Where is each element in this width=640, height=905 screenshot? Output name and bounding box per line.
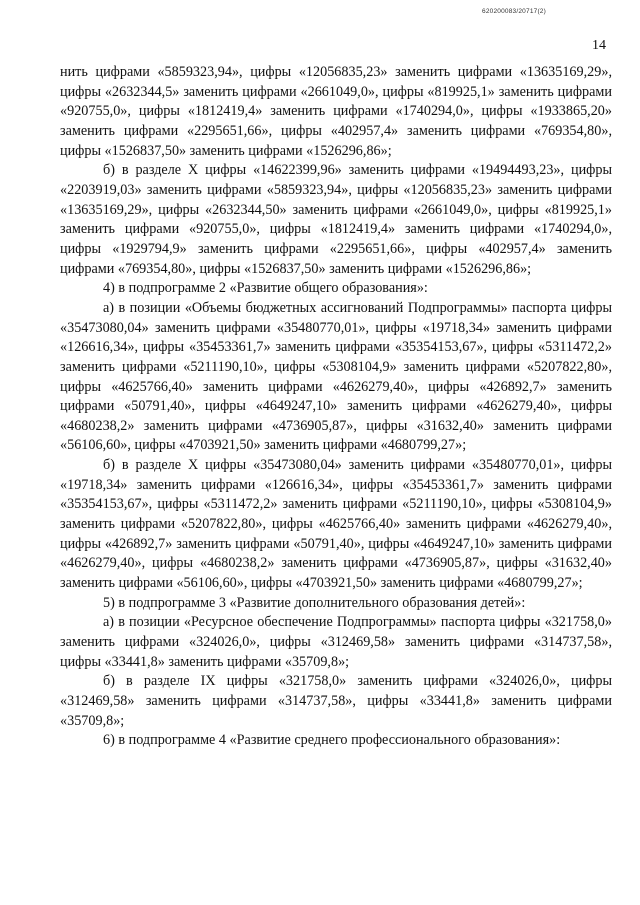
page-number: 14 bbox=[592, 38, 606, 53]
document-id: 620200083/20717(2) bbox=[482, 8, 546, 15]
paragraph-subprogram-3-item-a: а) в позиции «Ресурсное обеспечение Подпрограммы» паспорта цифры «321758,0» заменить цифрами «324026,0», цифры «312469,58» заменить цифрами «314737,58», цифры «33441,8» заменить цифрами «35709,8»; bbox=[60, 614, 612, 670]
paragraph-subprogram-4: 6) в подпрограмме 4 «Развитие среднего профессионального образования»: bbox=[103, 732, 561, 749]
paragraph-item-b-section-x: б) в разделе X цифры «14622399,96» заменить цифрами «19494493,23», цифры «2203919,03» заменить цифрами «5859323,94», цифры «12056835,23» заменить цифрами «13635169,29», цифры «2632344,50» заменить цифрами «2661049,0», цифры «819925,1» заменить цифрами «920755,0», цифры «1812419,4» заменить цифрами «1740294,0», цифры «1929794,9» заменить цифрами «2295651,66», цифры «402957,4» заменить цифрами «769354,80», цифры «1526837,50» заменить цифрами «1526296,86»; bbox=[60, 162, 612, 277]
paragraph-subprogram-2-item-a: а) в позиции «Объемы бюджетных ассигнований Подпрограммы» паспорта цифры «35473080,04» заменить цифрами «35480770,01», цифры «19718,34» заменить цифрами «126616,34», цифры «35453361,7» заменить цифрами «35354153,67», цифры «5311472,2» заменить цифрами «5211190,10», цифры «5308104,9» заменить цифрами «5207822,80», цифры «4625766,40» заменить цифрами «4626279,40», цифры «426892,7» заменить цифрами «50791,40», цифры «4649247,10» заменить цифрами «4626279,40», цифры «4680238,2» заменить цифрами «4736905,87», цифры «31632,40» заменить цифрами «56106,60», цифры «4703921,50» заменить цифрами «4680799,27»; bbox=[60, 299, 612, 454]
paragraph-subprogram-3: 5) в подпрограмме 3 «Развитие дополнительного образования детей»: bbox=[103, 594, 526, 611]
document-body bbox=[60, 63, 612, 751]
paragraph-subprogram-3-item-b: б) в разделе IX цифры «321758,0» заменить цифрами «324026,0», цифры «312469,58» заменить цифрами «314737,58», цифры «33441,8» заменить цифрами «35709,8»; bbox=[60, 673, 612, 729]
paragraph-subprogram-2: 4) в подпрограмме 2 «Развитие общего образования»: bbox=[103, 280, 428, 297]
paragraph-continuation: нить цифрами «5859323,94», цифры «12056835,23» заменить цифрами «13635169,29», цифры «2632344,5» заменить цифрами «2661049,0», цифры «819925,1» заменить цифрами «920755,0», цифры «1812419,4» заменить цифрами «1740294,0», цифры «1933865,20» заменить цифрами «2295651,66», цифры «402957,4» заменить цифрами «769354,80», цифры «1526837,50» заменить цифрами «1526296,86»; bbox=[60, 64, 612, 159]
paragraph-subprogram-2-item-b: б) в разделе X цифры «35473080,04» заменить цифрами «35480770,01», цифры «19718,34» заменить цифрами «126616,34», цифры «35453361,7» заменить цифрами «35354153,67», цифры «5311472,2» заменить цифрами «5211190,10», цифры «5308104,9» заменить цифрами «5207822,80», цифры «4625766,40» заменить цифрами «4626279,40», цифры «426892,7» заменить цифрами «50791,40», цифры «4649247,10» заменить цифрами «4626279,40», цифры «4680238,2» заменить цифрами «4736905,87», цифры «31632,40» заменить цифрами «56106,60», цифры «4703921,50» заменить цифрами «4680799,27»; bbox=[60, 457, 612, 592]
